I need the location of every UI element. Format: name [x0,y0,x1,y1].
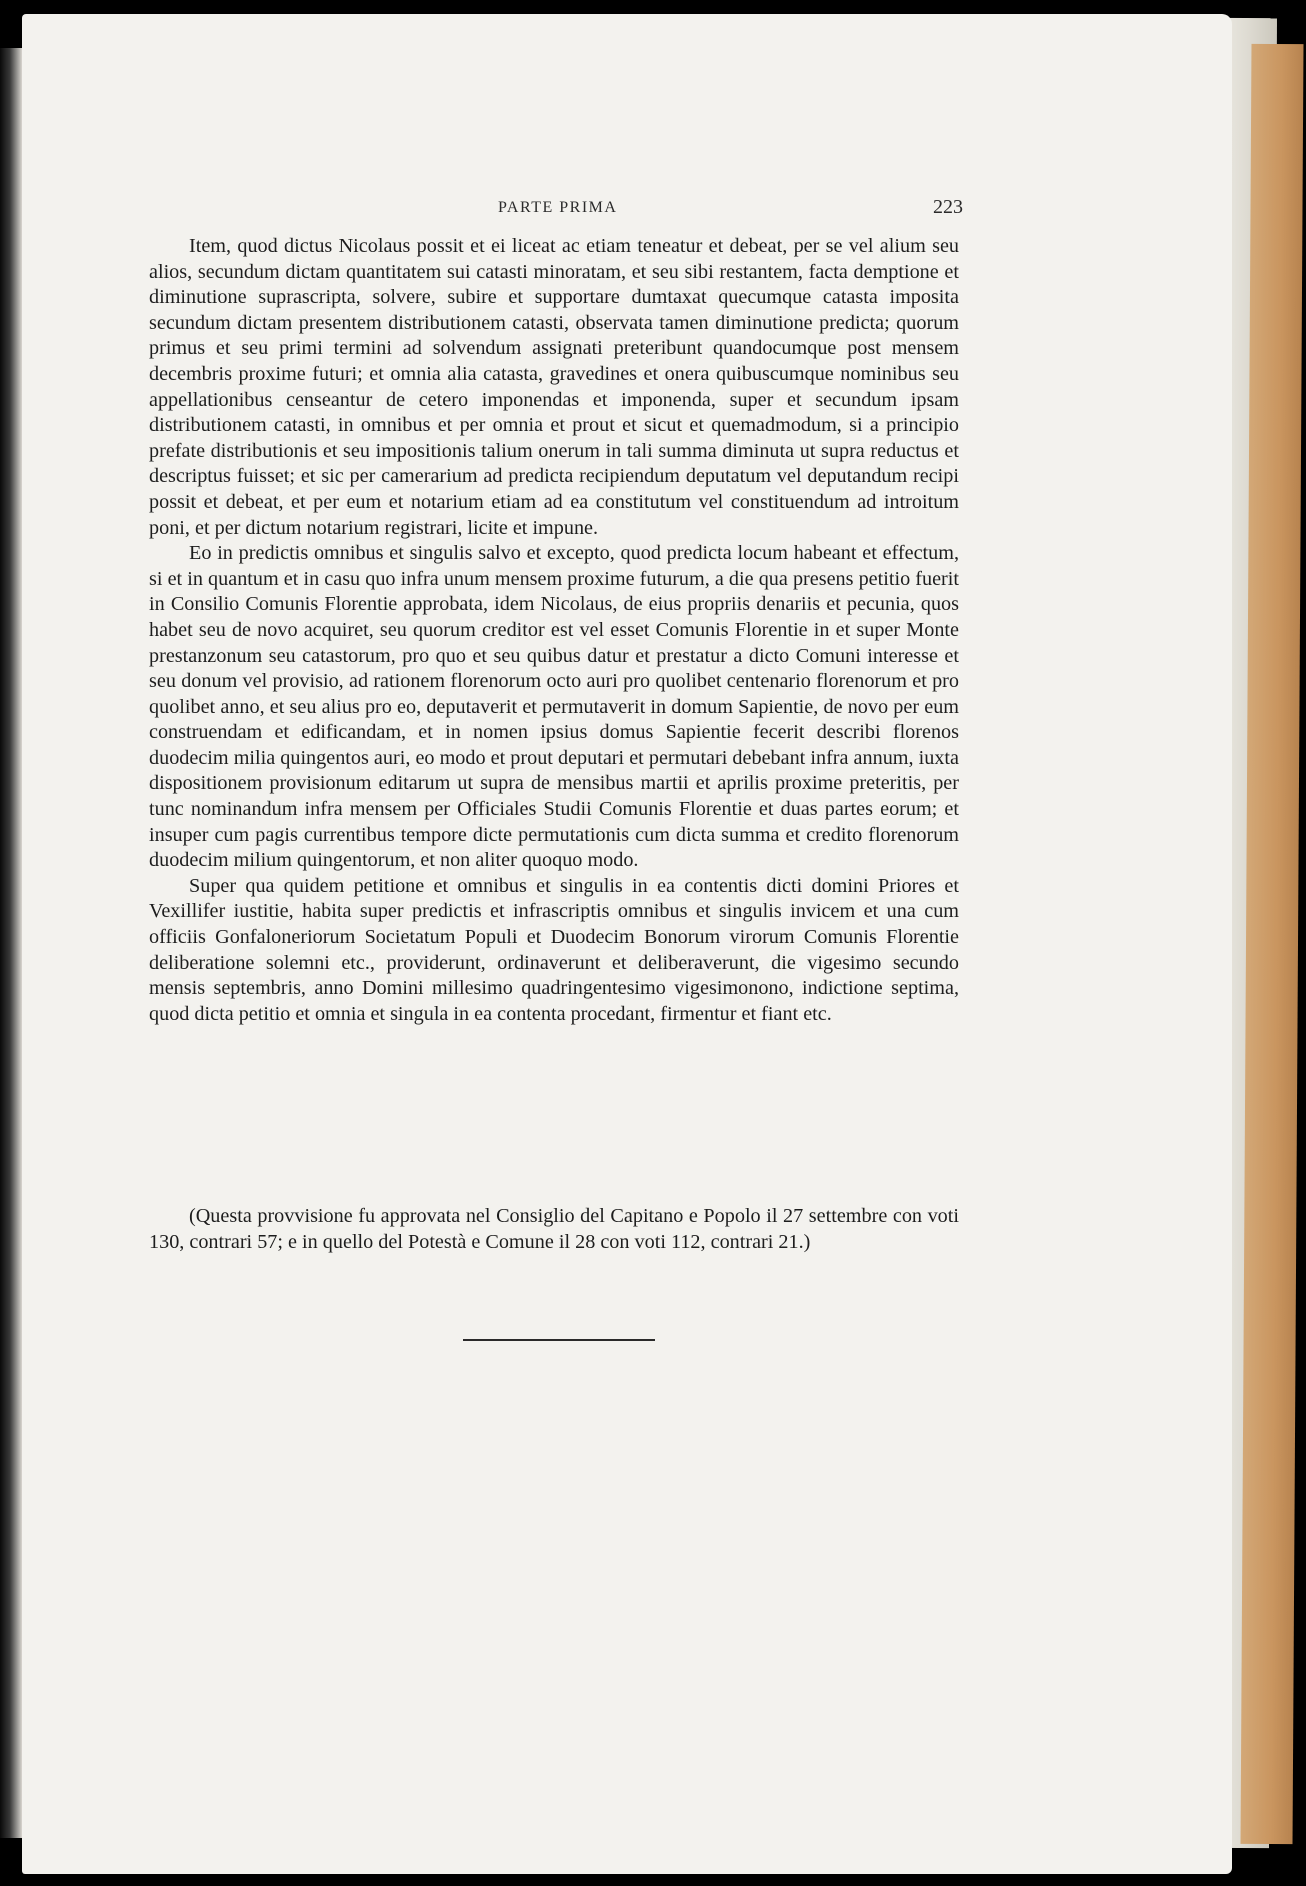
paragraph-super: Super qua quidem petitione et omnibus et singulis in ea contentis dicti domini Priores et Vexillifer iustitie, habita super predictis et infrascriptis omnibus et singulis invicem et una cum officiis Gonfaloneriorum Societatum Populi et Duodecim Bonorum virorum Comunis Florentie deliberatione solemni etc., providerunt, ordinaverunt et deliberaverunt, die vigesimo secundo mensis septembris, anno Domini millesimo quadringentesimo vigesimonono, indictione septima, quod dicta petitio et omnia et singula in ea contenta procedant, firmentur et fiant etc. [149,874,959,1025]
editorial-note: (Questa provvisione fu approvata nel Consiglio del Capitano e Popolo il 27 settembre con voti 130, contrari 57; e in quello del Potestà e Comune il 28 con voti 112, contrari 21.) [149,1205,959,1253]
closing-rule [463,1339,655,1341]
paragraph-eo: Eo in predictis omnibus et singulis salvo et excepto, quod predicta locum habeant et effectum, si et in quantum et in casu quo infra unum mensem proxime futurum, a die qua presens petitio fuerit in Consilio Comunis Florentie approbata, idem Nicolaus, de eius propriis denariis et pecunia, quos habet seu de novo acquiret, seu quorum creditor est vel esset Comunis Florentie in et super Monte prestanzonum seu catastorum, pro quo et seu quibus datur et prestatur a dicto Comuni interesse et seu donum vel provisio, ad rationem florenorum octo auri pro quolibet centenario florenorum et pro quolibet anno, et seu alius pro eo, deputaverit et permutaverit in domum Sapientie, de novo per eum construendam et edificandam, et in nomen ipsius domus Sapientie fecerit describi florenos duodecim milia quingentos auri, eo modo et prout deputari et permutari debebant infra annum, iuxta dispositionem provisionum editarum ut supra de mensibus martii et aprilis proxime preteritis, per tunc nominandum infra mensem per Officiales Studii Comunis Florentie et duas partes eorum; et insuper cum pagis currentibus tempore dicte permutationis cum dicta summa et credito florenorum duodecim milium quingentorum, et non aliter quoquo modo. [149,542,959,872]
book-gutter-shadow [0,48,22,1838]
main-text [149,234,959,1027]
running-head: PARTE PRIMA [498,199,618,216]
paragraph-item: Item, quod dictus Nicolaus possit et ei liceat ac etiam teneatur et debeat, per se vel alium seu alios, secundum dictam quantitatem sui catasti minoratam, et seu sibi restantem, facta demptione et diminutione suprascripta, solvere, subire et supportare dumtaxat quecumque catasta imposita secundum dictam presentem distributionem catasti, observata tamen diminutione predicta; quorum primus et seu primi termini ad solvendum assignati preteribunt quandocumque post mensem decembris proxime futuri; et omnia alia catasta, gravedines et onera quibuscumque nominibus seu appellationibus censeantur de cetero imponendas et imponenda, super et secundum ipsam distributionem catasti, in omnibus et per omnia et prout et sicut et quemadmodum, si a principio prefate distributionis et seu impositionis talium onerum in tali summa diminuta ut supra reductus et descriptus fuisset; et sic per camerarium ad predicta recipiendum deputatum vel deputandum recipi possit et debeat, et per eum et notarium etiam ad ea constitutum vel constituendum ad introitum poni, et per dictum notarium registrari, licite et impune. [149,235,959,539]
page-number: 223 [933,196,963,218]
book-page [22,14,1232,1874]
cover-board-edge [1241,44,1304,1844]
